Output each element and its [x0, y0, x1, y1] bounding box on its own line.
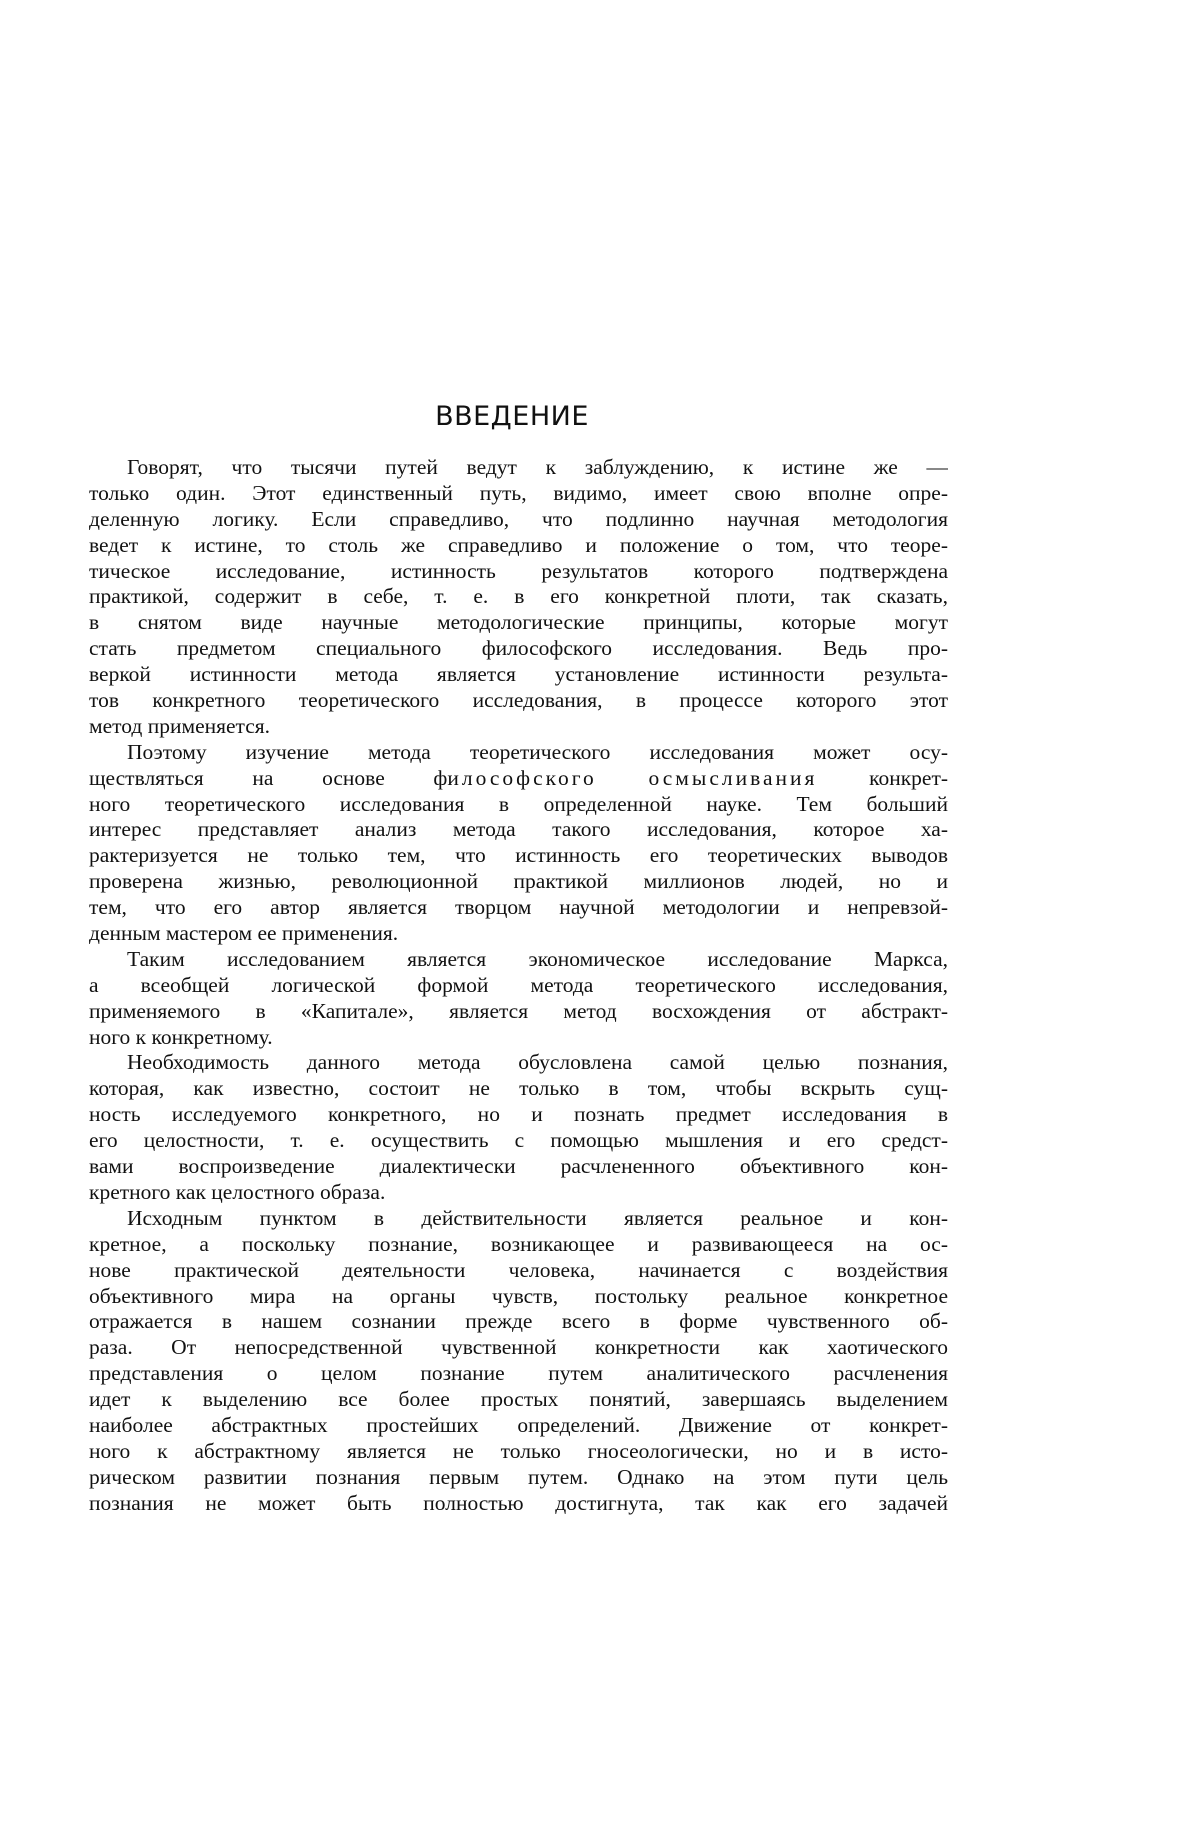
text-line: тическое исследование, истинность результатов которого подтверждена: [89, 558, 948, 583]
text-line: тем, что его автор является творцом научной методологии и непревзой-: [89, 895, 948, 920]
text-line: представления о целом познание путем аналитического расчленения: [89, 1361, 948, 1386]
text-line: кретное, а поскольку познание, возникающее и развивающееся на ос-: [89, 1231, 948, 1256]
text-line: применяемого в «Капитале», является метод восхождения от абстракт-: [89, 998, 948, 1023]
text-line: которая, как известно, состоит не только в том, чтобы вскрыть сущ-: [89, 1076, 948, 1101]
text-line: объективного мира на органы чувств, постольку реальное конкретное: [89, 1283, 948, 1308]
text-line: ность исследуемого конкретного, но и познать предмет исследования в: [89, 1102, 948, 1127]
text-line: рактеризуется не только тем, что истинность его теоретических выводов: [89, 843, 948, 868]
text-line: ществляться на основе философского осмысливания конкрет-: [89, 765, 948, 790]
text-line: вами воспроизведение диалектически расчлененного объективного кон-: [89, 1154, 948, 1179]
text-line: тов конкретного теоретического исследования, в процессе которого этот: [89, 688, 948, 713]
text-line: деленную логику. Если справедливо, что подлинно научная методология: [89, 506, 948, 531]
text-line: денным мастером ее применения.: [89, 921, 399, 946]
text-line: ного теоретического исследования в определенной науке. Тем больший: [89, 791, 948, 816]
text-line: интерес представляет анализ метода такого исследования, которое ха-: [89, 817, 948, 842]
text-line: веркой истинности метода является установление истинности результа-: [89, 662, 948, 687]
text-line: Необходимость данного метода обусловлена самой целью познания,: [127, 1050, 948, 1075]
text-line: проверена жизнью, революционной практикой миллионов людей, но и: [89, 869, 948, 894]
text-line: ного к абстрактному является не только гносеологически, но и в исто-: [89, 1438, 948, 1463]
text-line: только один. Этот единственный путь, видимо, имеет свою вполне опре-: [89, 480, 948, 505]
text-line: раза. От непосредственной чувственной конкретности как хаотического: [89, 1335, 948, 1360]
text-line: наиболее абстрактных простейших определений. Движение от конкрет-: [89, 1412, 948, 1437]
text-line: нове практической деятельности человека, начинается с воздействия: [89, 1257, 948, 1282]
text-line: Говорят, что тысячи путей ведут к заблуждению, к истине же —: [127, 455, 948, 479]
text-line: практикой, содержит в себе, т. е. в его конкретной плоти, так сказать,: [89, 584, 948, 609]
text-line: ведет к истине, то столь же справедливо и положение о том, что теоре-: [89, 532, 948, 557]
text-line: метод применяется.: [89, 713, 271, 738]
text-line: рическом развитии познания первым путем. Однако на этом пути цель: [89, 1464, 948, 1489]
text-line: идет к выделению все более простых понятий, завершаясь выделением: [89, 1387, 948, 1412]
body-text: [89, 455, 948, 1517]
text-line: Поэтому изучение метода теоретического исследования может осу-: [127, 739, 948, 764]
text-line: Исходным пунктом в действительности является реальное и кон-: [127, 1205, 948, 1230]
chapter-title: ВВЕДЕНИЕ: [435, 401, 589, 432]
text-line: стать предметом специального философского исследования. Ведь про-: [89, 636, 948, 661]
text-line: Таким исследованием является экономическое исследование Маркса,: [127, 946, 948, 971]
text-line: кретного как целостного образа.: [89, 1179, 386, 1204]
text-line: а всеобщей логической формой метода теоретического исследования,: [89, 972, 948, 997]
text-line: отражается в нашем сознании прежде всего в форме чувственного об-: [89, 1309, 948, 1334]
text-line: ного к конкретному.: [89, 1024, 273, 1049]
text-line: познания не может быть полностью достигнута, так как его задачей: [89, 1490, 948, 1515]
emphasized-spaced-text: илософского осмысливания: [447, 765, 870, 790]
text-line: в снятом виде научные методологические принципы, которые могут: [89, 610, 948, 635]
text-line: его целостности, т. е. осуществить с помощью мышления и его средст-: [89, 1128, 948, 1153]
